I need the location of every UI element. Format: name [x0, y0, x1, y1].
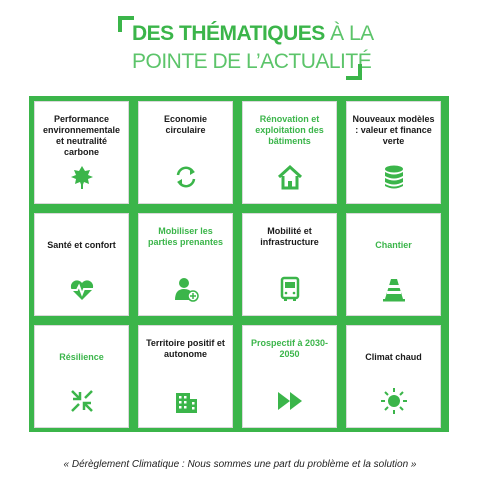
tile-label: Prospectif à 2030-2050	[250, 338, 329, 359]
bus-icon	[276, 275, 304, 303]
tile-label: Rénovation et exploitation des bâtiments	[255, 114, 324, 146]
recycle-icon	[172, 163, 200, 191]
tile-label: Territoire positif et autonome	[146, 338, 225, 359]
tile-economie-circulaire	[138, 101, 233, 204]
tile-label: Nouveaux modèles : valeur et finance verte	[352, 114, 435, 146]
tile-label: Economie circulaire	[163, 114, 207, 135]
tile-renovation	[242, 101, 337, 204]
tile-label: Climat chaud	[365, 352, 422, 362]
tile-label: Résilience	[59, 352, 104, 362]
tile-climat-chaud	[346, 325, 441, 428]
tile-prospectif	[242, 325, 337, 428]
tile-territoire	[138, 325, 233, 428]
tile-chantier	[346, 213, 441, 316]
leaf-icon	[68, 163, 96, 191]
traffic-cone-icon	[380, 275, 408, 303]
corner-bracket-bottom-right	[346, 64, 362, 80]
tile-nouveaux-modeles	[346, 101, 441, 204]
tile-mobilite	[242, 213, 337, 316]
tile-label: Chantier	[375, 240, 412, 250]
tile-label: Santé et confort	[47, 240, 116, 250]
arrows-inward-icon	[68, 387, 96, 415]
footer-quote: « Dérèglement Climatique : Nous sommes une part du problème et la solution »	[63, 459, 417, 470]
tile-sante-confort	[34, 213, 129, 316]
tile-performance	[34, 101, 129, 204]
title-bold-text: DES THÉMATIQUES	[132, 22, 325, 45]
tile-label: Mobilité et infrastructure	[260, 226, 319, 247]
tile-label: Performance environnementale et neutralité carbone	[42, 114, 121, 157]
title-block	[118, 16, 374, 80]
page-title-line1	[132, 22, 374, 46]
tile-mobiliser	[138, 213, 233, 316]
fast-forward-icon	[276, 387, 304, 415]
user-add-icon	[172, 275, 200, 303]
tile-resilience	[34, 325, 129, 428]
house-icon	[276, 163, 304, 191]
themes-grid	[29, 96, 449, 432]
coins-stack-icon	[380, 163, 408, 191]
sun-icon	[380, 387, 408, 415]
page-title-line2: POINTE DE L’ACTUALITÉ	[132, 50, 372, 73]
heart-pulse-icon	[68, 275, 96, 303]
title-light-text: À LA	[324, 22, 374, 45]
tile-label: Mobiliser les parties prenantes	[147, 226, 224, 247]
building-icon	[172, 387, 200, 415]
